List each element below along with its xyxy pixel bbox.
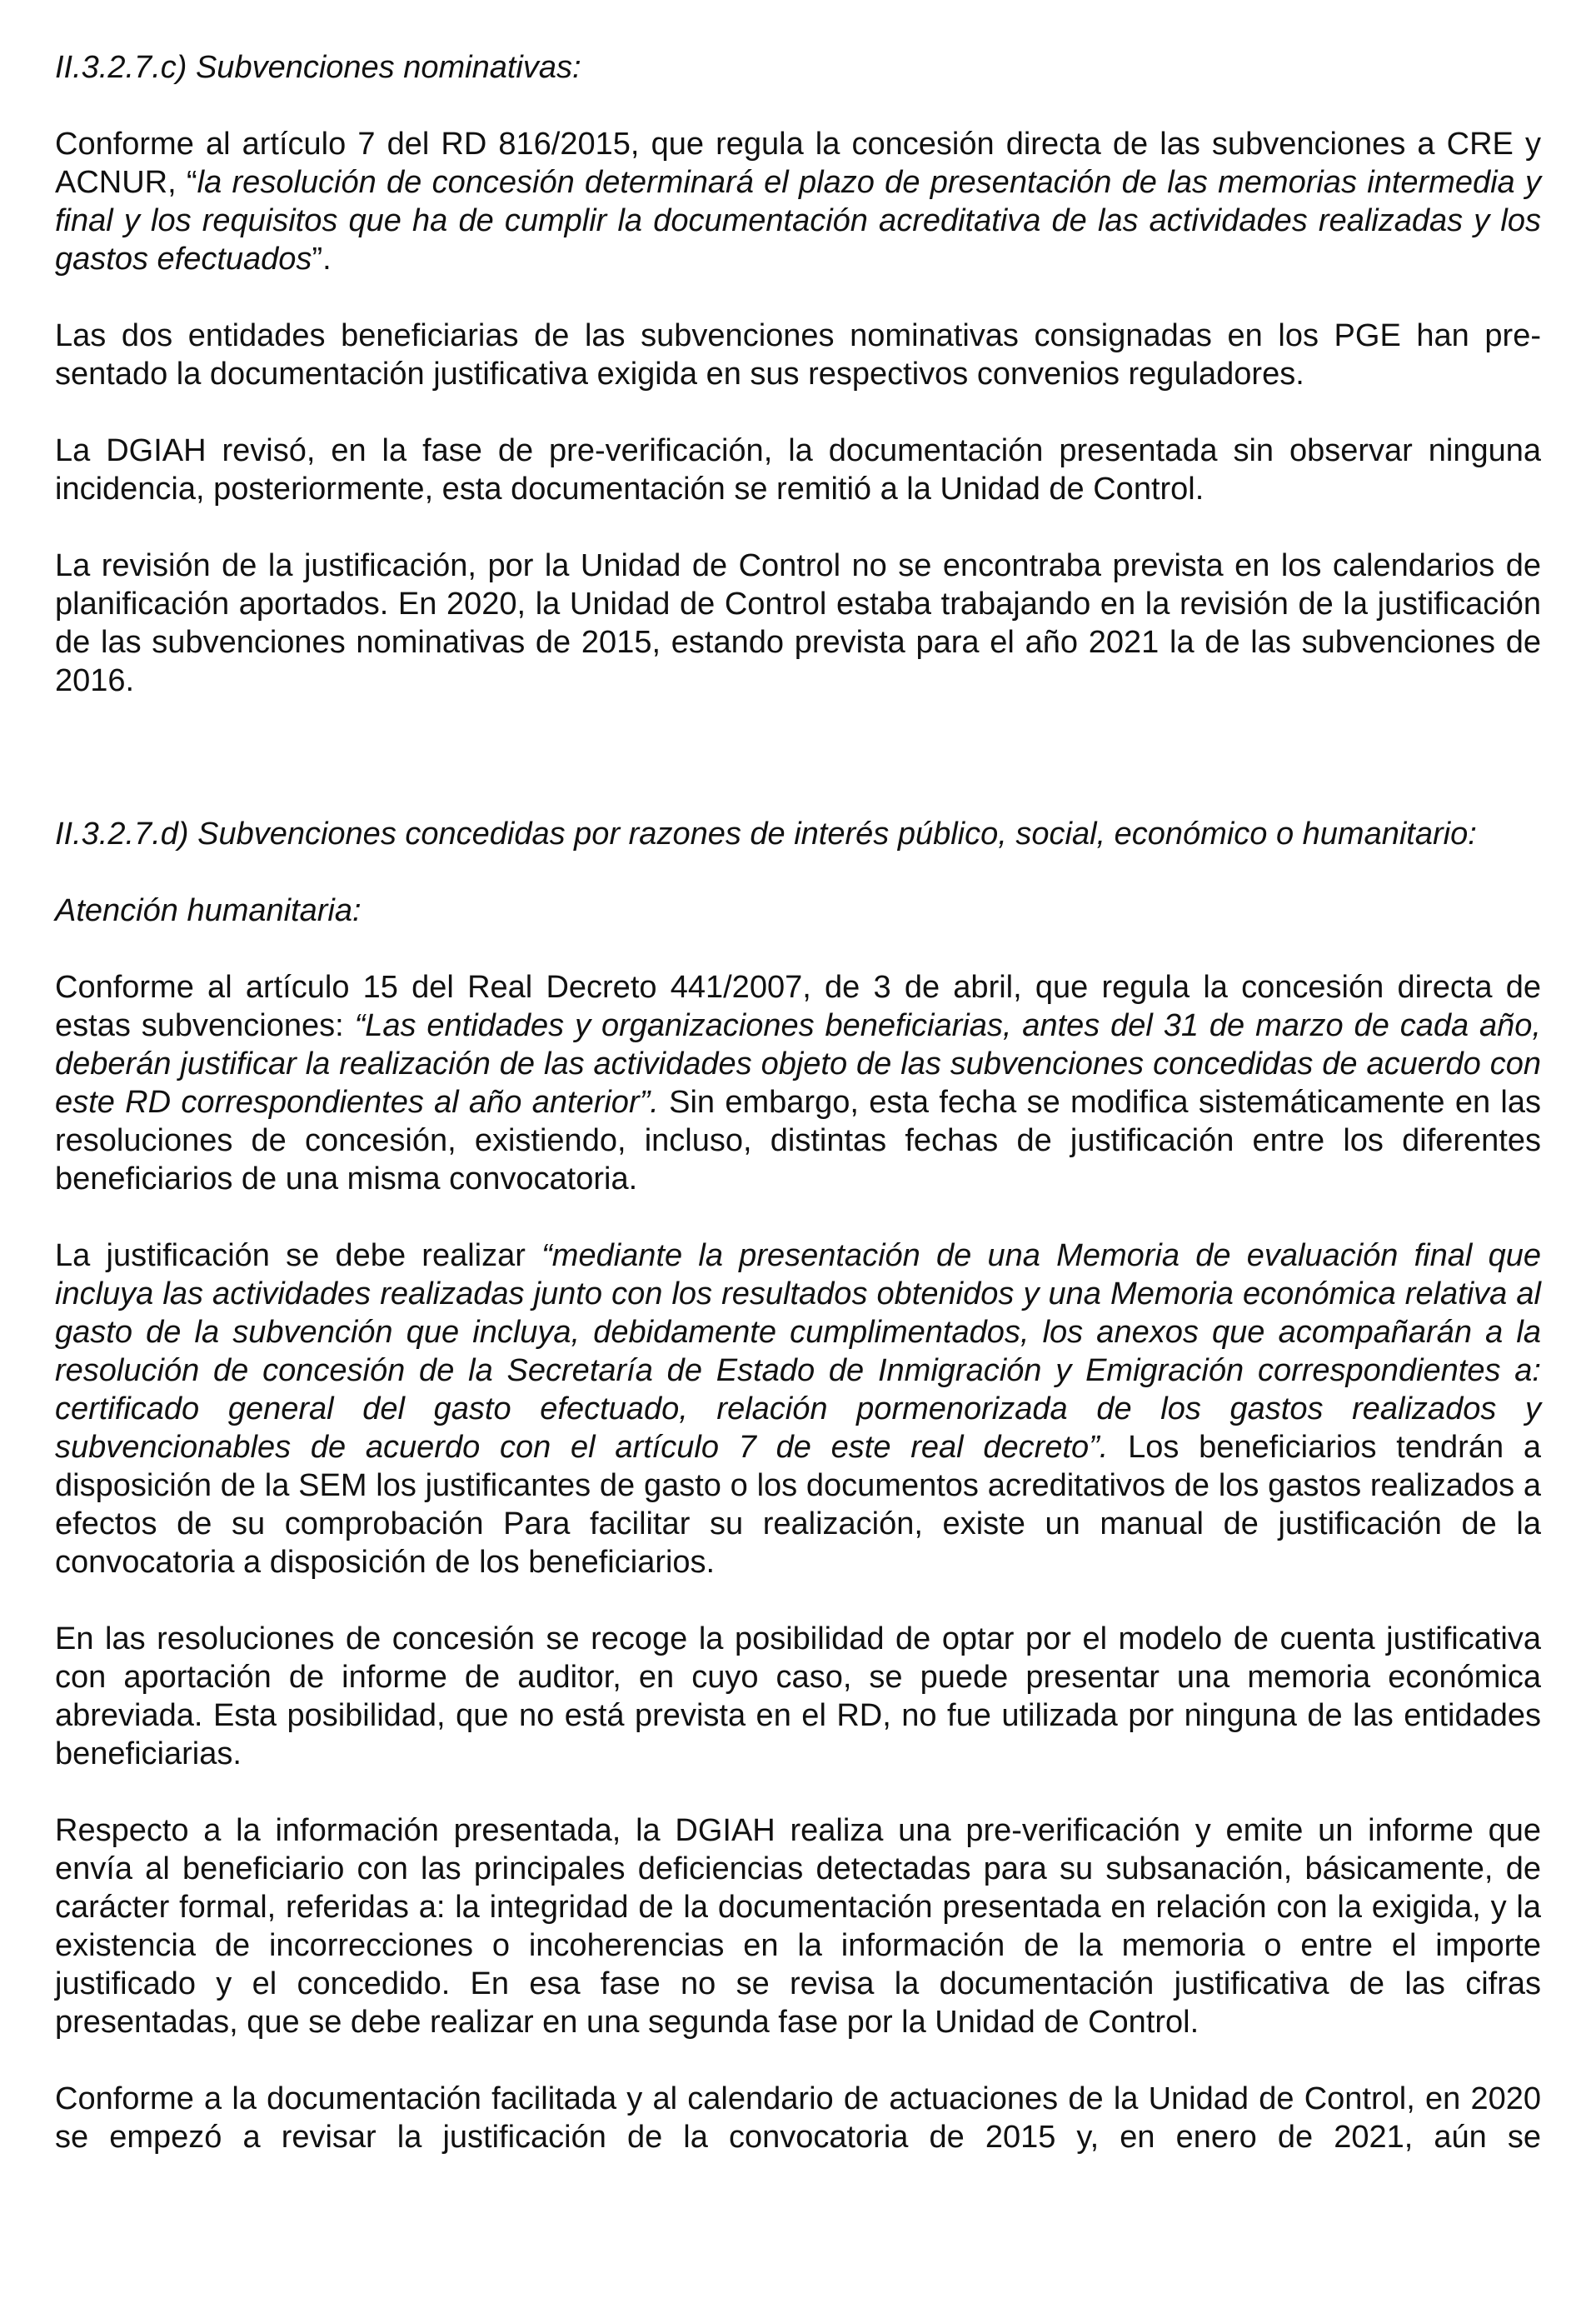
- section-d-p2-quote: “mediante la presentación de una Memoria de evaluación final que incluya las actividades realizadas junto con los resultados obtenidos y una Memoria económica relativa al gasto de la subvención que incluya, debidamente cumplimentados, los anexos que acompañarán a la resolución de concesión de la Secretaría de Estado de Inmigración y Emigración correspondientes a: certificado general del gasto efectuado, relación pormenorizada de los gastos realizados y subvencionables de acuerdo con el artículo 7 de este real decreto”.: [55, 1238, 1541, 1465]
- section-d-p1-quote: “Las entidades y organizaciones beneficiarias, antes del 31 de marzo de cada año, deberán justificar la realización de las actividades objeto de las subvenciones concedidas de acuerdo con este RD correspondientes al año anterior”.: [55, 1008, 1541, 1120]
- section-c-p1-text-a: Conforme al artículo 7 del RD 816/2015, que regula la concesión directa de las subvenciones a CRE y ACNUR, “: [55, 127, 1541, 200]
- section-d-subheading: Atención humanitaria:: [55, 893, 362, 928]
- section-c-p1-text-b: ”.: [312, 242, 332, 277]
- section-d-p2-text-a: La justificación se debe realizar: [55, 1238, 542, 1273]
- section-c-paragraph-2: Las dos entidades beneficiarias de las subvenciones nominativas consignadas en los PGE han presentado la documentación justificativa exigida en sus respectivos convenios reguladores.: [55, 318, 1541, 392]
- section-d-paragraph-4: Respecto a la información presentada, la DGIAH realiza una pre-verificación y emite un informe que envía al beneficiario con las principales deficiencias detectadas para su subsanación, básicamente, de carácter formal, referidas a: la integridad de la documentación presentada en relación con la exigida, y la existencia de incorrecciones o incoherencias en la información de la memoria o entre el importe justificado y el concedido. En esa fase no se revisa la documentación justificativa de las cifras presentadas, que se debe realizar en una segunda fase por la Unidad de Control.: [55, 1813, 1541, 2040]
- section-d-p2-text-b: Los beneficiarios tendrán a disposición de la SEM los justificantes de gasto o los documentos acreditativos de los gastos realizados a efectos de su comprobación Para facilitar su realización, existe un manual de justificación de la convocatoria a disposición de los beneficiarios.: [55, 1430, 1542, 1580]
- section-c-paragraph-4: La revisión de la justificación, por la Unidad de Control no se encontraba prevista en los calendarios de planificación aportados. En 2020, la Unidad de Control estaba trabajando en la revisión de la justificación de las subvenciones nominativas de 2015, estando prevista para el año 2021 la de las subvenciones de 2016.: [55, 548, 1541, 698]
- section-d-paragraph-3: En las resoluciones de concesión se recoge la posibilidad de optar por el modelo de cuenta justificativa con aportación de informe de auditor, en cuyo caso, se puede presentar una memoria económica abreviada. Esta posibilidad, que no está prevista en el RD, no fue utilizada por ninguna de las entidades beneficiarias.: [55, 1621, 1541, 1771]
- section-c-p1-quote: la resolución de concesión determinará el plazo de presentación de las memorias intermedia y final y los requisitos que ha de cumplir la documentación acreditativa de las actividades realizadas y los gastos efectuados: [55, 165, 1541, 277]
- section-c-paragraph-3: La DGIAH revisó, en la fase de pre-verificación, la documentación presentada sin observar ninguna incidencia, posteriormente, esta documentación se remitió a la Unidad de Control.: [55, 433, 1541, 507]
- section-d-heading: II.3.2.7.d) Subvenciones concedidas por razones de interés público, social, económico o humanitario:: [55, 817, 1477, 852]
- section-d-p1-text-b: Sin embargo, esta fecha se modifica sistemáticamente en las resoluciones de concesión, existiendo, incluso, distintas fechas de justificación entre los diferentes beneficiarios de una misma convocatoria.: [55, 1085, 1541, 1196]
- section-d-paragraph-5: Conforme a la documentación facilitada y al calendario de actuaciones de la Unidad de Control, en 2020 se empezó a revisar la justificación de la convocatoria de 2015 y, en enero de 2021, aún se: [55, 2081, 1541, 2155]
- section-d-paragraph-1: [55, 968, 1541, 1198]
- section-c-paragraph-1: [55, 125, 1541, 278]
- document-page: [55, 48, 1541, 2156]
- section-c-heading: II.3.2.7.c) Subvenciones nominativas:: [55, 50, 581, 85]
- section-d-paragraph-2: [55, 1236, 1541, 1581]
- section-d-p1-text-a: Conforme al artículo 15 del Real Decreto 441/2007, de 3 de abril, que regula la concesión directa de estas subvenciones:: [55, 970, 1541, 1043]
